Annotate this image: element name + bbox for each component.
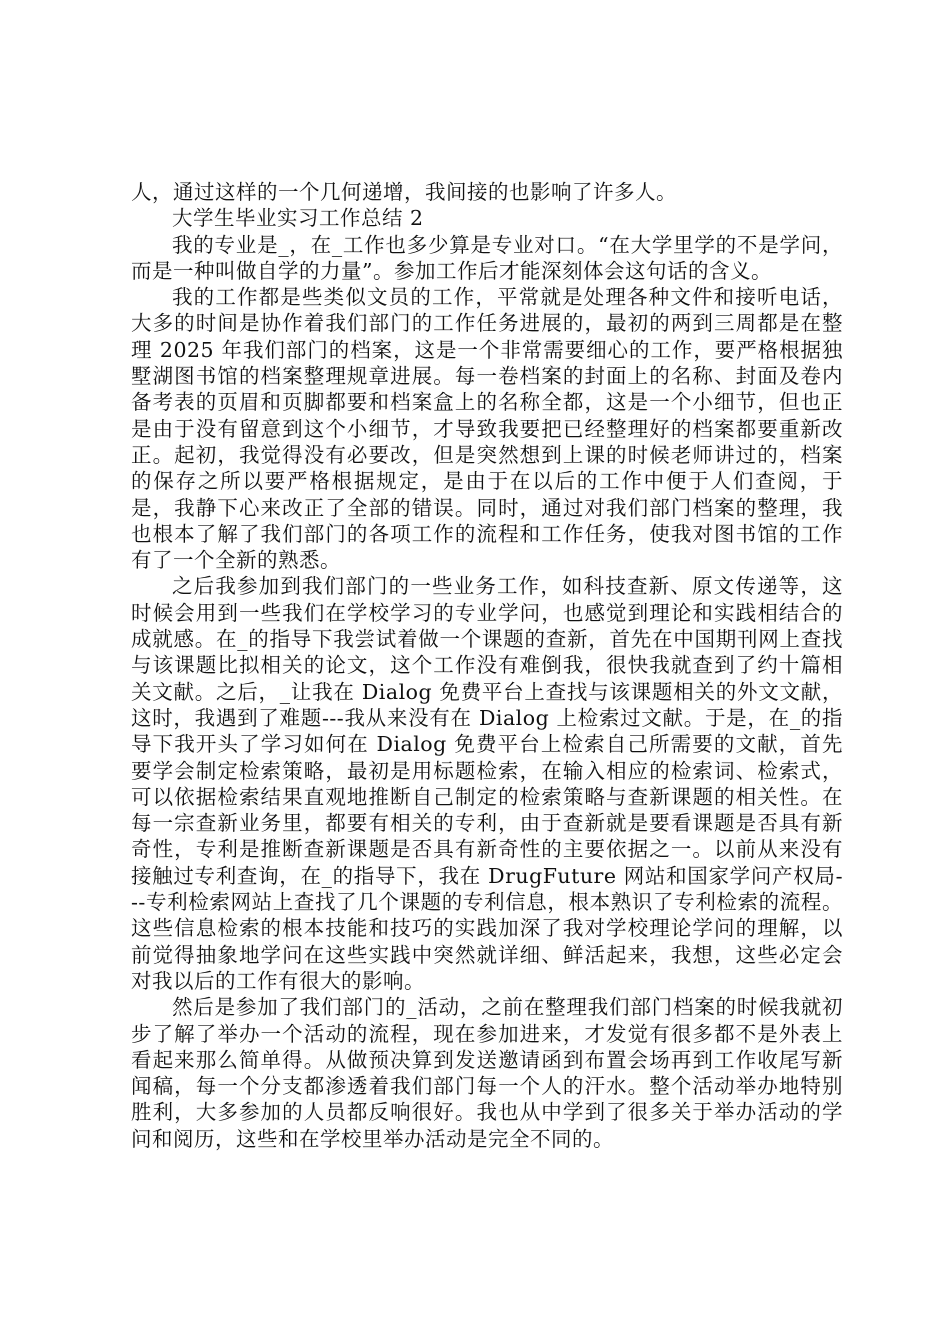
body-paragraph: 我的专业是_，在_工作也多少算是专业对口。“在大学里学的不是学问，而是一种叫做自学的力量”。参加工作后才能深刻体会这句话的含义。 — [131, 232, 843, 283]
section-heading: 大学生毕业实习工作总结 2 — [172, 206, 424, 231]
continuation-paragraph: 人，通过这样的一个几何递增，我间接的也影响了许多人。 — [131, 180, 677, 204]
body-paragraph: 之后我参加到我们部门的一些业务工作，如科技查新、原文传递等，这时候会用到一些我们在学校学习的专业学问，也感觉到理论和实践相结合的成就感。在_的指导下我尝试着做一个课题的查新，首先在中国期刊网上查找与该课题比拟相关的论文，这个工作没有难倒我，很快我就查到了约十篇相关文献。之后，_让我在 Dialog 免费平台上查找与该课题相关的外文文献，这时，我遇到了难题---我从来没有在 Dialog 上检索过文献。于是，在_的指导下我开头了学习如何在 Dialog 免费平台上检索自己所需要的文献，首先要学会制定检索策略，最初是用标题检索，在输入相应的检索词、检索式，可以依据检索结果直观地推断自己制定的检索策略与查新课题的相关性。在每一宗查新业务里，都要有相关的专利，由于查新就是要看课题是否具有新奇性，专利是推断查新课题是否具有新奇性的主要依据之一。以前从来没有接触过专利查询，在_的指导下，我在 DrugFuture 网站和国家学问产权局---专利检索网站上查找了几个课题的专利信息，根本熟识了专利检索的流程。这些信息检索的根本技能和技巧的实践加深了我对学校理论学问的理解，以前觉得抽象地学问在这些实践中突然就详细、鲜活起来，我想，这些必定会对我以后的工作有很大的影响。 — [131, 574, 843, 993]
body-paragraph: 然后是参加了我们部门的_活动，之前在整理我们部门档案的时候我就初步了解了举办一个活动的流程，现在参加进来，才发觉有很多都不是外表上看起来那么简单得。从做预决算到发送邀请函到布置会场再到工作收尾写新闻稿，每一个分支都渗透着我们部门每一个人的汗水。整个活动举办地特别胜利，大多参加的人员都反响很好。我也从中学到了很多关于举办活动的学问和阅历，这些和在学校里举办活动是完全不同的。 — [131, 995, 843, 1151]
document-body — [131, 179, 843, 1152]
body-paragraph: 我的工作都是些类似文员的工作，平常就是处理各种文件和接听电话，大多的时间是协作着我们部门的工作任务进展的，最初的两到三周都是在整理 2025 年我们部门的档案，这是一个非常需要细心的工作，要严格根据独墅湖图书馆的档案整理规章进展。每一卷档案的封面上的名称、封面及卷内备考表的页眉和页脚都要和档案盒上的名称全都，这是一个小细节，但也正是由于没有留意到这个小细节，才导致我要把已经整理好的档案都要重新改正。起初，我觉得没有必要改，但是突然想到上课的时候老师讲过的，档案的保存之所以要严格根据规定，是由于在以后的工作中便于人们查阅，于是，我静下心来改正了全部的错误。同时，通过对我们部门档案的整理，我也根本了解了我们部门的各项工作的流程和工作任务，使我对图书馆的工作有了一个全新的熟悉。 — [131, 285, 843, 573]
